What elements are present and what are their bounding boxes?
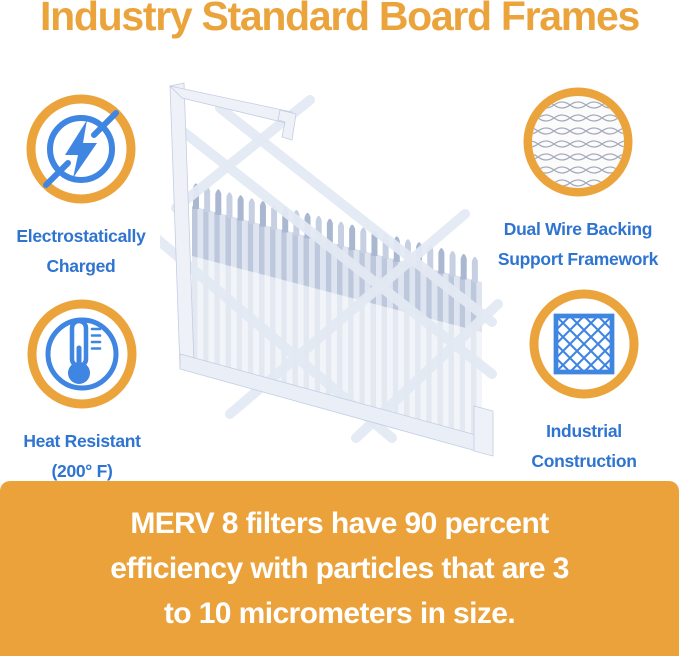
- feature-label: Dual Wire Backing Support Framework: [497, 219, 659, 269]
- wire-mesh-icon: [522, 86, 634, 198]
- page-title: Industry Standard Board Frames: [40, 0, 639, 39]
- feature-heat-resistant: [0, 298, 172, 486]
- thermometer-icon: [26, 298, 138, 410]
- lightning-icon: [25, 93, 137, 205]
- footer-band: [0, 481, 679, 656]
- lattice-icon: [528, 288, 640, 400]
- feature-label: Industrial Construction: [531, 421, 637, 471]
- air-filter-illustration: [160, 66, 505, 470]
- feature-label: Electrostatically Charged: [16, 226, 146, 276]
- feature-label: Heat Resistant (200° F): [23, 431, 141, 481]
- feature-industrial: [494, 288, 674, 476]
- footer-text: MERV 8 filters have 90 percent efficiency with particles that are 3 to 10 micrometers in size.: [110, 507, 569, 630]
- feature-electrostatic: [0, 93, 171, 281]
- feature-wire-backing: [488, 86, 668, 274]
- air-filter-product-image: [160, 66, 505, 470]
